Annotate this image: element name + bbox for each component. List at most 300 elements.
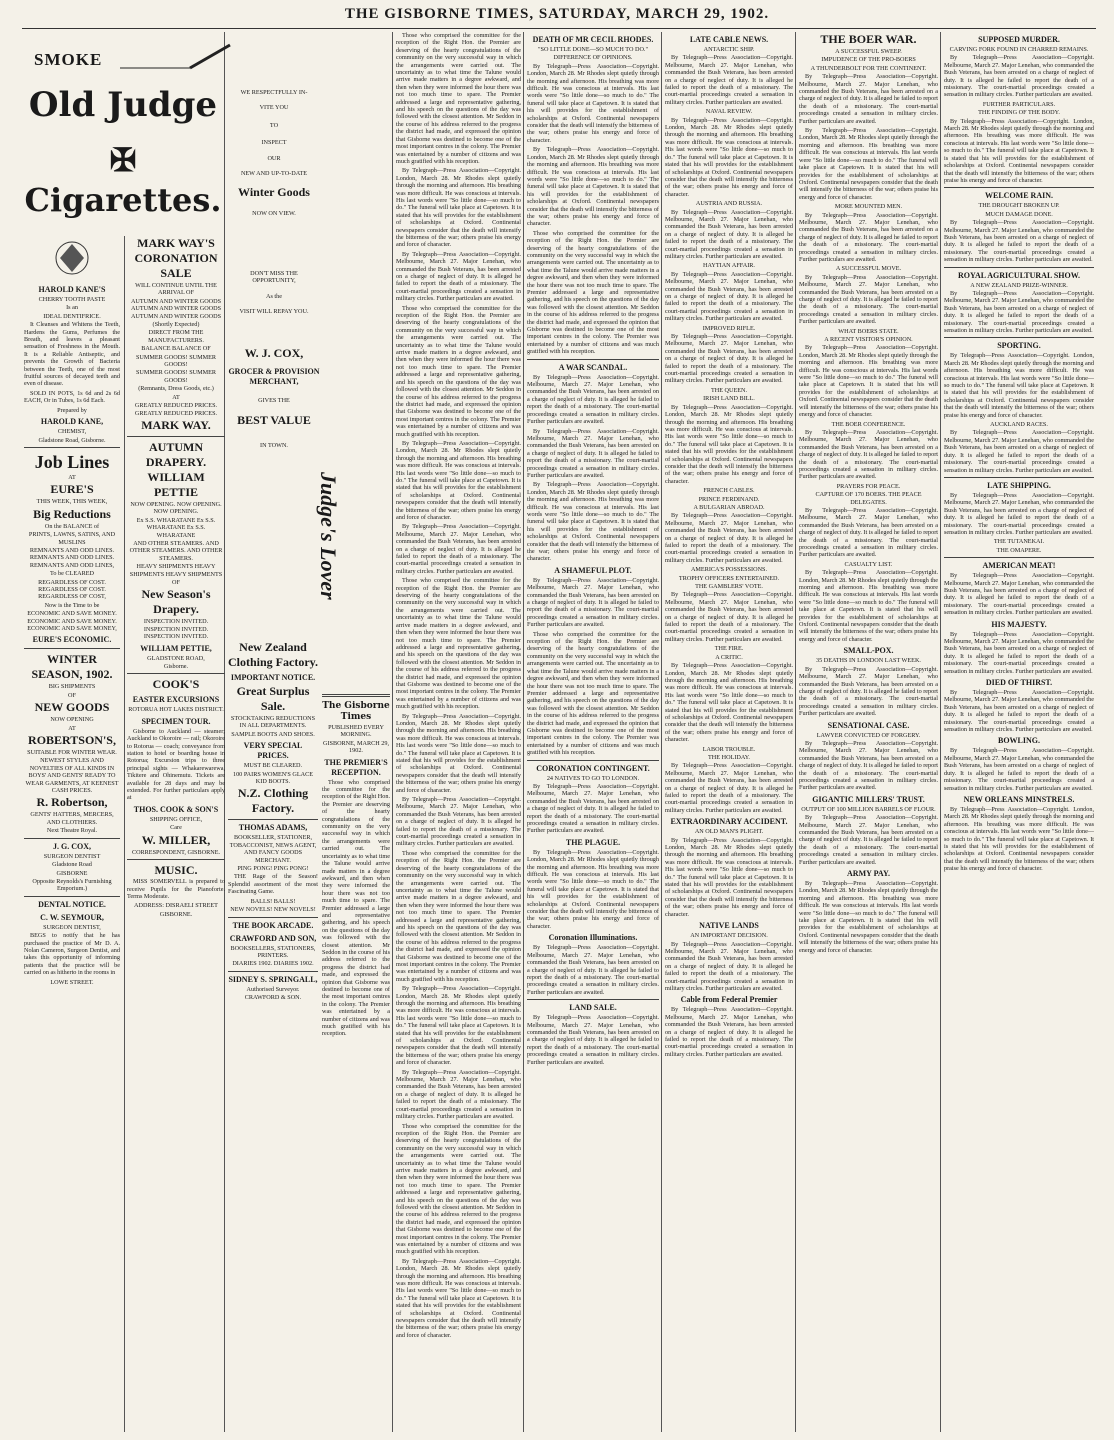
col7-body: By Telegraph—Press Association—Copyright. London, March 28. Mr Rhodes slept quietly through the morning and afternoon. His breathing was more difficult. He was conscious at intervals. His last words were "So little done—so much to do." The funeral will take place at Capetown. It is stated that his will provides for the establishment of scholarships at Oxford. Continental newspapers consider that the death will intensify the bitterness of the war; others praise his energy and force of character. — [944, 805, 1094, 873]
column-2c — [228, 640, 318, 1432]
late-cable-head: LATE CABLE NEWS. — [689, 35, 769, 44]
care-text: Care — [170, 824, 182, 832]
lawyer-head: LAWYER CONVICTED OF FORGERY. — [816, 731, 921, 739]
dont-miss: DON'T MISS THE OPPORTUNITY, — [250, 269, 298, 285]
autumn-winter: AUTUMN AND WINTER GOODS AUTUMN AND WINTER GOODS AUTUMN AND WINTER GOODS — [130, 297, 222, 320]
news-body: By Telegraph—Press Association—Copyright. Melbourne, March 27. Major Lenehan, who commanded the Bush Veterans, has been arrested on a charge of neglect of duty. It is alleged he failed to report the death of a missionary. The court-martial proceedings created a sensation in military circles. Further particulars are awaited. — [396, 250, 521, 303]
mark-way-title: MARK WAY'S — [137, 236, 215, 250]
other-steamers: AND OTHER STEAMERS. AND OTHER STEAMERS. AND OTHER STEAMERS. — [129, 539, 223, 562]
divider — [944, 267, 1094, 268]
in-town: IN TOWN. — [260, 441, 288, 449]
next-theatre: Next Theatre Royal. — [46, 827, 98, 835]
haytian-head: HAYTIAN AFFAIR. — [703, 262, 755, 270]
cecil-body: Those who comprised the committee for the reception of the Right Hon. the Premier are deserving of the hearty congratulations of the community on the very successful way in which the arrangements were carried out. The uncertainty as to what time the Talune would arrive made matters in a degree awkward, and then when they were informed the hour there was not too much time to spare. The Premier addressed a large and representative gathering, and his speech on the questions of the day was followed with the closest attention. Mr Seddon in the course of his address referred to the progress the district had made, and expressed the opinion that Gisborne was destined to become one of the most important centres in the colony. The Premier was entertained by a number of citizens and was much gratified with his reception. — [527, 229, 659, 356]
boer-body: By Telegraph—Press Association—Copyright. Melbourne, March 27. Major Lenehan, who commanded the Bush Veterans, has been arrested on a charge of neglect of duty. It is alleged he failed to report the death of a missionary. The court-martial proceedings created a sensation in military circles. Further particulars are awaited. — [799, 665, 938, 718]
tutanekai-head: THE TUTANEKAI. — [993, 538, 1045, 546]
cable-body: By Telegraph—Press Association—Copyright. Melbourne, March 27. Major Lenehan, who commanded the Bush Veterans, has been arrested on a charge of neglect of duty. It is alleged he failed to report the death of a missionary. The court-martial proceedings created a sensation in military circles. Further particulars are awaited. — [665, 1006, 793, 1058]
wj-cox-title: W. J. COX, — [244, 346, 304, 361]
stocktaking-text: STOCKTAKING REDUCTIONS IN ALL DEPARTMENTS. — [230, 715, 316, 730]
gisborne-text: GISBORNE — [56, 869, 88, 877]
news-body: By Telegraph—Press Association—Copyright. London, March 28. Mr Rhodes slept quietly through the morning and afternoon. His breathing was more difficult. He was conscious at intervals. His last words were "So little done—so much to do." The funeral will take place at Capetown. It is stated that his will provides for the establishment of scholarships at Oxford. Continental newspapers consider that the death will intensify the bitterness of the war; others praise his energy and force of character. — [396, 712, 521, 794]
eures-name: EURE'S — [50, 482, 94, 497]
cable-body: By Telegraph—Press Association—Copyright. Melbourne, March 27. Major Lenehan, who commanded the Bush Veterans, has been arrested on a charge of neglect of duty. It is alleged he failed to report the death of a missionary. The court-martial proceedings created a sensation in military circles. Further particulars are awaited. — [665, 208, 793, 260]
seymour-dentist: SURGEON DENTIST, — [43, 923, 101, 931]
lowe-street: LOWE STREET. — [50, 978, 94, 986]
col7-body: By Telegraph—Press Association—Copyright. Melbourne, March 27. Major Lenehan, who commanded the Bush Veterans, has been arrested on a charge of neglect of duty. It is alleged he failed to report the death of a missionary. The court-martial proceedings created a sensation in military circles. Further particulars are awaited. — [944, 54, 1094, 99]
cecil-body: By Telegraph—Press Association—Copyright. London, March 28. Mr Rhodes slept quietly through the morning and afternoon. His breathing was more difficult. He was conscious at intervals. His last words were "So little done—so much to do." The funeral will take place at Capetown. It is stated that his will provides for the establishment of scholarships at Oxford. Continental newspapers consider that the death will intensify the bitterness of the war; others praise his energy and force of character. — [527, 146, 659, 228]
millers-head: GIGANTIC MILLERS' TRUST. — [812, 794, 925, 804]
naval-review-head: NAVAL REVIEW. — [705, 108, 753, 116]
summer-goods-2: SUMMER GOODS! SUMMER GOODS! — [135, 369, 217, 384]
col7-body: By Telegraph—Press Association—Copyright. Melbourne, March 27. Major Lenehan, who commanded the Bush Veterans, has been arrested on a charge of neglect of duty. It is alleged he failed to report the death of a missionary. The court-martial proceedings created a sensation in military circles. Further particulars are awaited. — [944, 289, 1094, 334]
news-body: Those who comprised the committee for the reception of the Right Hon. the Premier are deserving of the hearty congratulations of the community on the very successful way in which the arrangements were carried out. The uncertainty as to what time the Talune would arrive made matters in a degree awkward, and then when they were informed the hour there was not too much time to spare. The Premier addressed a large and representative gathering, and his speech on the questions of the day was followed with the closest attention. Mr Seddon in the course of his address referred to the progress the district had made, and expressed the opinion that Gisborne was destined to become one of the most important centres in the colony. The Premier was entertained by a number of citizens and was much gratified with his reception. — [396, 849, 521, 983]
masthead-rule — [22, 28, 1096, 29]
smallpox-head: SMALL-POX. — [843, 646, 894, 656]
harold-kane-ideal: IDEAL DENTIFRICE. — [43, 312, 101, 320]
big-reductions-title: Big Reductions — [33, 506, 111, 521]
visit-repay: VISIT WILL REPAY YOU. — [239, 308, 309, 316]
date-line: GISBORNE, MARCH 29, 1902. — [322, 739, 389, 755]
gisborne-times-title: The Gisborne Times — [322, 701, 390, 722]
coronation-sale-title: CORONATION SALE — [134, 251, 218, 280]
cable-body: By Telegraph—Press Association—Copyright. London, March 28. Mr Rhodes slept quietly through the morning and afternoon. His breathing was more difficult. He was conscious at intervals. His last words were "So little done—so much to do." The funeral will take place at Capetown. It is stated that his will provides for the establishment of scholarships at Oxford. Continental newspapers consider that the death will intensify the bitterness of the war; others praise his energy and force of character. — [665, 662, 793, 744]
french-cables-head: FRENCH CABLES. — [703, 487, 755, 495]
war-body: By Telegraph—Press Association—Copyright. Melbourne, March 27. Major Lenehan, who commanded the Bush Veterans, has been arrested on a charge of neglect of duty. It is alleged he failed to report the death of a missionary. The court-martial proceedings created a sensation in military circles. Further particulars are awaited. — [527, 373, 659, 426]
best-value-title: BEST VALUE — [237, 412, 311, 427]
fire-head: THE FIRE. — [714, 645, 744, 653]
column-editorial — [322, 690, 390, 1432]
robertsons-at: AT — [68, 724, 76, 732]
book-arcade-title: THE BOOK ARCADE. — [232, 920, 314, 930]
column-divider — [795, 32, 796, 1432]
column-7 — [944, 32, 1094, 1432]
cigarettes-title — [24, 140, 222, 220]
robertsons-title: ROBERTSON'S, — [28, 733, 116, 748]
native-sub: AN IMPORTANT DECISION. — [690, 932, 768, 940]
murder-head: SUPPOSED MURDER. — [978, 35, 1060, 44]
nz-clothing-footer: N.Z. Clothing Factory. — [237, 786, 309, 816]
col7-body: By Telegraph—Press Association—Copyright. Melbourne, March 27. Major Lenehan, who commanded the Bush Veterans, has been arrested on a charge of neglect of duty. It is alleged he failed to report the death of a missionary. The court-martial proceedings created a sensation in military circles. Further particulars are awaited. — [944, 491, 1094, 536]
visitor-head: A RECENT VISITOR'S OPINION. — [824, 336, 913, 344]
inspect-line-2: VITE YOU — [259, 104, 289, 112]
coronation-contingent-head: CORONATION CONTINGENT. — [536, 763, 650, 773]
as-the: As the — [266, 292, 282, 300]
inspect-line-3: TO — [269, 121, 279, 129]
winter-season-title: WINTER SEASON, 1902. — [31, 652, 113, 682]
direct-from: DIRECT FROM THE MANUFACTURERS. — [148, 329, 204, 344]
mark-way-footer: MARK WAY. — [141, 417, 211, 432]
sidney-subtitle: Authorised Surveyor. — [246, 985, 300, 993]
inspect-line-1: WE RESPECTFULLY IN- — [240, 89, 308, 96]
plot-body: Those who comprised the committee for the reception of the Right Hon. the Premier are deserving of the hearty congratulations of the community on the very successful way in which the arrangements were carried out. The uncertainty as to what time the Talune would arrive made matters in a degree awkward, and then when they were informed the hour there was not too much time to spare. The Premier addressed a large and representative gathering, and his speech on the questions of the day was followed with the closest attention. Mr Seddon in the course of his address referred to the progress the district had made, and expressed the opinion that Gisborne was destined to become one of the most important centres in the colony. The Premier was entertained by a number of citizens and was much gratified with his reception. — [527, 630, 659, 757]
boer-body: By Telegraph—Press Association—Copyright. London, March 28. Mr Rhodes slept quietly through the morning and afternoon. His breathing was more difficult. He was conscious at intervals. His last words were "So little done—so much to do." The funeral will take place at Capetown. It is stated that his will provides for the establishment of scholarships at Oxford. Continental newspapers consider that the death will intensify the bitterness of the war; others praise his energy and force of character. — [799, 880, 938, 954]
rotorua-text: ROTORUA HOT LAKES DISTRICT. — [128, 706, 224, 714]
races-head: AUCKLAND RACES. — [990, 421, 1048, 429]
cable-body: By Telegraph—Press Association—Copyright. Melbourne, March 27. Major Lenehan, who commanded the Bush Veterans, has been arrested on a charge of neglect of duty. It is alleged he failed to report the death of a missionary. The court-martial proceedings created a sensation in military circles. Further particulars are awaited. — [665, 940, 793, 992]
irish-land-head: IRISH LAND BILL. — [703, 395, 755, 403]
newest-text: NEWEST STYLES AND NOVELTIES OF ALL KINDS IN BOYS' AND GENTS' READY TO WEAR GARMENTS, AT KEENEST CASH PRICES. — [25, 757, 119, 795]
divider — [322, 694, 390, 697]
gladstone-road: Gladstone Road — [52, 861, 92, 869]
crawford-subtitle: BOOKSELLERS, STATIONERS, PRINTERS. — [230, 944, 316, 959]
column-4 — [527, 32, 659, 1432]
rain-head: WELCOME RAIN. — [984, 191, 1053, 201]
big-shipments: BIG SHIPMENTS — [48, 683, 96, 691]
must-be-cleared: MUST BE CLEARED. — [243, 762, 303, 770]
remnants-note: (Remnants, Dress Goods, etc.) — [138, 385, 214, 393]
news-body: Those who comprised the committee for the reception of the Right Hon. the Premier are deserving of the hearty congratulations of the community on the very successful way in which the arrangements were carried out. The uncertainty as to what time the Talune would arrive made matters in a degree awkward, and then when they were informed the hour there was not too much time to spare. The Premier addressed a large and representative gathering, and his speech on the questions of the day was followed with the closest attention. Mr Seddon in the course of his address referred to the progress the district had made, and expressed the opinion that Gisborne was destined to become one of the most important centres in the colony. The Premier was entertained by a number of citizens and was much gratified with his reception. — [396, 577, 521, 711]
nz-clothing-title: New Zealand Clothing Factory. — [228, 640, 318, 669]
vertical-ad — [316, 32, 390, 672]
col7-body: By Telegraph—Press Association—Copyright. Melbourne, March 27. Major Lenehan, who commanded the Bush Veterans, has been arrested on a charge of neglect of duty. It is alleged he failed to report the death of a missionary. The court-martial proceedings created a sensation in military circles. Further particulars are awaited. — [944, 630, 1094, 675]
divider — [127, 859, 225, 860]
boer-body: By Telegraph—Press Association—Copyright. Melbourne, March 27. Major Lenehan, who commanded the Bush Veterans, has been arrested on a charge of neglect of duty. It is alleged he failed to report the death of a missionary. The court-martial proceedings created a sensation in military circles. Further particulars are awaited. — [799, 211, 938, 263]
dental-notice-title: DENTAL NOTICE. — [38, 899, 106, 909]
specimen-tour: SPECIMEN TOUR. — [141, 716, 211, 726]
boer-body: By Telegraph—Press Association—Copyright. Melbourne, March 27. Major Lenehan, who commanded the Bush Veterans, has been arrested on a charge of neglect of duty. It is alleged he failed to report the death of a missionary. The court-martial proceedings created a sensation in military circles. Further particulars are awaited. — [799, 273, 938, 326]
inspection-invited: INSPECTION INVITED. INSPECTION INVITED. INSPECTION INVITED. — [143, 618, 209, 641]
will-continue: WILL CONTINUE UNTIL THE ARRIVAL OF — [135, 282, 217, 297]
divider — [527, 359, 659, 360]
divider — [24, 896, 120, 897]
easter-excursions: EASTER EXCURSIONS — [132, 695, 220, 705]
balance-text: BALANCE BALANCE OF — [141, 345, 211, 353]
land-body: By Telegraph—Press Association—Copyright. Melbourne, March 27. Major Lenehan, who commanded the Bush Veterans, has been arrested on a charge of neglect of duty. It is alleged he failed to report the death of a missionary. The court-martial proceedings created a sensation in military circles. Further particulars are awaited. — [527, 1014, 659, 1066]
harold-kane-address: Gladstone Road, Gisborne. — [38, 436, 106, 444]
new-goods-title: NEW GOODS — [34, 700, 110, 715]
smoke-text: SMOKE — [34, 50, 103, 69]
contingent-body: By Telegraph—Press Association—Copyright. Melbourne, March 27. Major Lenehan, who commanded the Bush Veterans, has been arrested on a charge of neglect of duty. It is alleged he failed to report the death of a missionary. The court-martial proceedings created a sensation in military circles. Further particulars are awaited. — [527, 782, 659, 835]
cable-body: By Telegraph—Press Association—Copyright. Melbourne, March 27. Major Lenehan, who commanded the Bush Veterans, has been arrested on a charge of neglect of duty. It is alleged he failed to report the death of a missionary. The court-martial proceedings created a sensation in military circles. Further particulars are awaited. — [665, 270, 793, 323]
native-lands-head: NATIVE LANDS — [699, 921, 759, 931]
illuminations-head: Coronation Illuminations. — [548, 933, 638, 943]
minstrels-head: NEW ORLEANS MINSTRELS. — [963, 794, 1075, 804]
harold-kane-title: HAROLD KANE'S — [38, 285, 106, 294]
bulgarian-head: A BULGARIAN ABROAD. — [693, 503, 765, 511]
cable-body: By Telegraph—Press Association—Copyright. Melbourne, March 27. Major Lenehan, who commanded the Bush Veterans, has been arrested on a charge of neglect of duty. It is alleged he failed to report the death of a missionary. The court-martial proceedings created a sensation in military circles. Further particulars are awaited. — [665, 762, 793, 814]
col7-body: By Telegraph—Press Association—Copyright. Melbourne, March 27. Major Lenehan, who commanded the Bush Veterans, has been arrested on a charge of neglect of duty. It is alleged he failed to report the death of a missionary. The court-martial proceedings created a sensation in military circles. Further particulars are awaited. — [944, 747, 1094, 792]
smoke-banner — [24, 32, 222, 76]
divider — [127, 673, 225, 674]
masthead: THE GISBORNE TIMES, SATURDAY, MARCH 29, 1902. — [344, 6, 770, 22]
r-robertson-title: R. Robertson, — [36, 795, 108, 810]
news-body: Those who comprised the committee for the reception of the Right Hon. the Premier are deserving of the hearty congratulations of the community on the very successful way in which the arrangements were carried out. The uncertainty as to what time the Talune would arrive made matters in a degree awkward, and then when they were informed the hour there was not too much time to spare. The Premier addressed a large and representative gathering, and his speech on the questions of the day was followed with the closest attention. Mr Seddon in the course of his address referred to the progress the district had made, and expressed the opinion that Gisborne was destined to become one of the most important centres in the colony. The Premier was entertained by a number of citizens and was much gratified with his reception. — [396, 1122, 521, 1256]
deaths-head: 35 DEATHS IN LONDON LAST WEEK. — [816, 657, 921, 665]
eures-economic: EURE'S ECONOMIC. — [32, 635, 112, 645]
move-head: A SUCCESSFUL MOVE. — [835, 265, 902, 273]
cable-body: By Telegraph—Press Association—Copyright. Melbourne, March 27. Major Lenehan, who commanded the Bush Veterans, has been arrested on a charge of neglect of duty. It is alleged he failed to report the death of a missionary. The court-martial proceedings created a sensation in military circles. Further particulars are awaited. — [665, 512, 793, 564]
now-opening-2: NOW OPENING. NOW OPENING. NOW OPENING. — [130, 500, 222, 516]
prayers-head: PRAYERS FOR PEACE. — [836, 482, 901, 490]
shameful-plot-head: A SHAMEFUL PLOT. — [554, 565, 632, 575]
suitable-text: SUITABLE FOR WINTER WEAR. — [27, 749, 117, 757]
music-body: MISS SOMERVELL is prepared to receive Pupils for the Pianoforte. Terms Moderate. — [127, 878, 225, 900]
fleuron-icon: ✠ — [109, 141, 137, 179]
now-on-view: NOW ON VIEW. — [252, 210, 296, 218]
boer-body: By Telegraph—Press Association—Copyright. Melbourne, March 27. Major Lenehan, who commanded the Bush Veterans, has been arrested on a charge of neglect of duty. It is alleged he failed to report the death of a missionary. The court-martial proceedings created a sensation in military circles. Further particulars are awaited. — [799, 814, 938, 866]
ping-pong: PING PONG! PING PONG! — [237, 865, 309, 873]
col7-body: By Telegraph—Press Association—Copyright. Melbourne, March 27. Major Lenehan, who commanded the Bush Veterans, has been arrested on a charge of neglect of duty. It is alleged he failed to report the death of a missionary. The court-martial proceedings created a sensation in military circles. Further particulars are awaited. — [944, 219, 1094, 264]
gamblers-head: THE GAMBLERS' VOTE. — [695, 583, 763, 591]
casualty-head: CASUALTY LIST. — [844, 560, 893, 568]
divider — [228, 917, 318, 918]
cable-body: By Telegraph—Press Association—Copyright. Melbourne, March 27. Major Lenehan, who commanded the Bush Veterans, has been arrested on a charge of neglect of duty. It is alleged he failed to report the death of a missionary. The court-martial proceedings created a sensation in military circles. Further particulars are awaited. — [665, 591, 793, 643]
plague-head: THE PLAGUE. — [565, 837, 621, 847]
samples-text: SAMPLE BOOTS AND SHOES. — [231, 730, 315, 738]
gladstone-house: GLADSTONE ROAD, — [147, 654, 205, 662]
impudence-head: IMPUDENCE OF THE PRO-BOERS — [821, 56, 916, 64]
illum-body: By Telegraph—Press Association—Copyright. Melbourne, March 27. Major Lenehan, who commanded the Bush Veterans, has been arrested on a charge of neglect of duty. It is alleged he failed to report the death of a missionary. The court-martial proceedings created a sensation in military circles. Further particulars are awaited. — [527, 944, 659, 996]
now-opening: NOW OPENING — [50, 716, 94, 724]
news-body: By Telegraph—Press Association—Copyright. Melbourne, March 27. Major Lenehan, who commanded the Bush Veterans, has been arrested on a charge of neglect of duty. It is alleged he failed to report the death of a missionary. The court-martial proceedings created a sensation in military circles. Further particulars are awaited. — [396, 796, 521, 848]
critic-head: A CRITIC. — [715, 653, 743, 661]
news-body: By Telegraph—Press Association—Copyright. Melbourne, March 27. Major Lenehan, who commanded the Bush Veterans, has been arrested on a charge of neglect of duty. It is alleged he failed to report the death of a missionary. The court-martial proceedings created a sensation in military circles. Further particulars are awaited. — [396, 1068, 521, 1121]
surgeon-dentist: SURGEON DENTIST — [43, 852, 101, 860]
new-novels: NEW NOVELS! NEW NOVELS! — [230, 906, 316, 914]
premier-body: Those who comprised the committee for the reception of the Right Hon. the Premier are deserving of the hearty congratulations of the community on the very successful way in which the arrangements were carried out. The uncertainty as to what time the Talune would arrive made matters in a degree awkward, and then when they were informed the hour there was not too much time to spare. The Premier addressed a large and representative gathering, and his speech on the questions of the day was followed with the closest attention. Mr Seddon in the course of his address referred to the progress the district had made, and expressed the opinion that Gisborne was destined to become one of the most important centres in the colony. The Premier was entertained by a number of citizens and was much gratified with his reception. — [322, 778, 390, 1038]
queen-head: THE QUEEN. — [710, 386, 748, 394]
inspect-line-5: OUR — [267, 154, 281, 162]
new-seasons-title: New Season's Drapery. — [141, 587, 211, 617]
divider — [127, 436, 225, 437]
shipping-office: SHIPPING OFFICE, — [149, 815, 203, 823]
music-gisborne: GISBORNE. — [159, 910, 193, 918]
holiday-head: THE HOLIDAY. — [708, 753, 750, 761]
cecil-sub: "SO LITTLE DONE—SO MUCH TO DO." — [537, 46, 648, 53]
hundred-pairs: 100 PAIRS WOMEN'S GLACE KID BOOTS. — [232, 770, 314, 786]
agri-show-head: ROYAL AGRICULTURAL SHOW. — [957, 270, 1081, 280]
divider — [527, 760, 659, 761]
col7-body: By Telegraph—Press Association—Copyright. London, March 28. Mr Rhodes slept quietly through the morning and afternoon. His breathing was more difficult. He was conscious at intervals. His last words were "So little done—so much to do." The funeral will take place at Capetown. It is stated that his will provides for the establishment of scholarships at Oxford. Continental newspapers consider that the death will intensify the bitterness of the war; others praise his energy and force of character. — [944, 117, 1094, 184]
harold-kane-name: HAROLD KANE, — [40, 417, 104, 427]
inspect-line-6: NEW AND UP-TO-DATE — [240, 170, 308, 178]
col7-body: By Telegraph—Press Association—Copyright. Melbourne, March 27. Major Lenehan, who commanded the Bush Veterans, has been arrested on a charge of neglect of duty. It is alleged he failed to report the death of a missionary. The court-martial proceedings created a sensation in military circles. Further particulars are awaited. — [944, 429, 1094, 474]
trophy-head: TROPHY OFFICERS ENTERTAINED. — [678, 574, 780, 582]
column-5 — [665, 32, 793, 1432]
mounted-head: MORE MOUNTED MEN. — [834, 203, 903, 211]
heavy-shipments: HEAVY SHIPMENTS HEAVY SHIPMENTS HEAVY SHIPMENTS — [129, 563, 223, 578]
col7-body: By Telegraph—Press Association—Copyright. Melbourne, March 27. Major Lenehan, who commanded the Bush Veterans, has been arrested on a charge of neglect of duty. It is alleged he failed to report the death of a missionary. The court-martial proceedings created a sensation in military circles. Further particulars are awaited. — [944, 689, 1094, 734]
antarctic-head: ANTARCTIC SHIP. — [703, 46, 755, 53]
extraordinary-head: EXTRAORDINARY ACCIDENT. — [670, 817, 788, 827]
column-1b — [124, 236, 225, 1432]
thomas-adams-title: THOMAS ADAMS, — [238, 823, 308, 833]
america-head: AMERICA'S POSSESSIONS. — [690, 566, 768, 574]
news-body: Those who comprised the committee for the reception of the Right Hon. the Premier are deserving of the hearty congratulations of the community on the very successful way in which the arrangements were carried out. The uncertainty as to what time the Talune would arrive made matters in a degree awkward, and then when they were informed the hour there was not too much time to spare. The Premier addressed a large and representative gathering, and his speech on the questions of the day was followed with the closest attention. Mr Seddon in the course of his address referred to the progress the district had made, and expressed the opinion that Gisborne was destined to become one of the most important centres in the colony. The Premier was entertained by a number of citizens and was much gratified with his reception. — [396, 32, 521, 165]
column-divider — [661, 32, 662, 1432]
thirst-head: DIED OF THIRST. — [985, 678, 1053, 688]
army-pay-head: ARMY PAY. — [847, 869, 890, 879]
cable-body: By Telegraph—Press Association—Copyright. London, March 28. Mr Rhodes slept quietly through the morning and afternoon. His breathing was more difficult. He was conscious at intervals. His last words were "So little done—so much to do." The funeral will take place at Capetown. It is stated that his will provides for the establishment of scholarships at Oxford. Continental newspapers consider that the death will intensify the bitterness of the war; others praise his energy and force of character. — [665, 116, 793, 198]
ping-body: THE Rage of the Season! Splendid assortment of the most Fascinating Game. — [228, 873, 318, 896]
cigarettes-text: Cigarettes. — [24, 181, 222, 219]
divider — [228, 971, 318, 972]
thos-cook: THOS. COOK & SON'S — [133, 804, 219, 814]
to-be-cleared: To be CLEARED — [50, 570, 94, 578]
premier-head: THE PREMIER'S RECEPTION. — [324, 757, 388, 777]
contingent-sub: 24 NATIVES TO GO TO LONDON. — [546, 774, 640, 782]
bowling-head: BOWLING. — [997, 736, 1040, 746]
plot-body: By Telegraph—Press Association—Copyright. Melbourne, March 27. Major Lenehan, who commanded the Bush Veterans, has been arrested on a charge of neglect of duty. It is alleged he failed to report the death of a missionary. The court-martial proceedings created a sensation in military circles. Further particulars are awaited. — [527, 576, 659, 629]
news-body: By Telegraph—Press Association—Copyright. Melbourne, March 27. Major Lenehan, who commanded the Bush Veterans, has been arrested on a charge of neglect of duty. It is alleged he failed to report the death of a missionary. The court-martial proceedings created a sensation in military circles. Further particulars are awaited. — [396, 523, 521, 575]
diaries-text: DIARIES 1902. DIARIES 1902. — [232, 960, 314, 968]
music-address: ADDRESS: DISRAELI STREET — [134, 902, 218, 910]
seymour-name: C. W. SEYMOUR, — [40, 912, 104, 922]
column-1a — [24, 236, 120, 1432]
adams-subtitle: BOOKSELLER, STATIONER, TOBACCONIST, NEWS AGENT, AND FANCY GOODS MERCHANT. — [229, 834, 317, 864]
job-lines-title: Job Lines — [34, 451, 110, 472]
news-body: By Telegraph—Press Association—Copyright. London, March 28. Mr Rhodes slept quietly through the morning and afternoon. His breathing was more difficult. He was conscious at intervals. His last words were "So little done—so much to do." The funeral will take place at Capetown. It is stated that his will provides for the establishment of scholarships at Oxford. Continental newspapers consider that the death will intensify the bitterness of the war; others praise his energy and force of character. — [396, 167, 521, 249]
boer-body: By Telegraph—Press Association—Copyright. London, March 28. Mr Rhodes slept quietly through the morning and afternoon. His breathing was more difficult. He was conscious at intervals. His last words were "So little done—so much to do." The funeral will take place at Capetown. It is stated that his will provides for the establishment of scholarships at Oxford. Continental newspapers consider that the death will intensify the bitterness of the war; others praise his energy and force of character. — [799, 569, 938, 643]
winter-goods-title: Winter Goods — [238, 185, 310, 200]
rifle-head: IMPROVED RIFLE. — [702, 324, 756, 332]
divider — [527, 999, 659, 1000]
divider — [944, 477, 1094, 478]
correspondent: CORRESPONDENT, GISBORNE. — [131, 848, 221, 856]
very-special: VERY SPECIAL PRICES. — [243, 741, 303, 761]
column-divider — [523, 32, 524, 1432]
boer-war-head: THE BOER WAR. — [820, 32, 917, 46]
boer-body: By Telegraph—Press Association—Copyright. Melbourne, March 27. Major Lenehan, who commanded the Bush Veterans, has been arrested on a charge of neglect of duty. It is alleged he failed to report the death of a missionary. The court-martial proceedings created a sensation in military circles. Further particulars are awaited. — [799, 428, 938, 481]
omapere-head: THE OMAPERE. — [996, 546, 1042, 554]
austria-head: AUSTRIA AND RUSSIA. — [695, 200, 763, 208]
col7-body: By Telegraph—Press Association—Copyright. Melbourne, March 27. Major Lenehan, who commanded the Bush Veterans, has been arrested on a charge of neglect of duty. It is alleged he failed to report the death of a missionary. The court-martial proceedings created a sensation in military circles. Further particulars are awaited. — [944, 572, 1094, 617]
balance-of: On the BALANCE of — [44, 522, 100, 530]
inspect-line-4: INSPECT — [261, 139, 287, 147]
published-line: PUBLISHED EVERY MORNING. — [328, 724, 384, 739]
prints-text: PRINTS, LAWNS, SATINS, AND MUSLINS — [28, 531, 116, 546]
war-scandal-head: A WAR SCANDAL. — [558, 362, 628, 372]
eures-at: AT — [68, 473, 76, 481]
gisborne-text-2: Gisborne. — [163, 663, 189, 670]
cook-body: Gisborne to Auckland — steamer; Auckland to Okoroire — rail; Okoroire to Rotorua — coach; conveyance from station to hotel or boarding house in Rotorua; Excursion trips to three principal sights — Whakarewarewa, Tikitere and Ohinemutu. Tickets are available for 28 days and may be extended. For further particulars apply at — [127, 727, 225, 802]
labor-head: LABOR TROUBLE. — [702, 745, 756, 753]
crest-icon — [24, 236, 120, 282]
gents-hatters: GENTS' HATTERS, MERCERS, AND CLOTHIERS. — [30, 811, 114, 826]
harold-kane-price: SOLD IN POTS, 1s 6d and 2s 6d EACH, Or in Tubes, 1s 6d Each. — [24, 389, 120, 405]
grocer-text: GROCER & PROVISION MERCHANT, — [228, 367, 320, 387]
william-pettie-title: WILLIAM PETTIE — [147, 469, 205, 499]
seymour-body: BEGS to notify that he has purchased the practice of Mr D. A. Nolan Cameron, Surgeon Dentist, and takes this opportunity of informing patients that the practice will be carried on as hitherto in the rooms in — [24, 932, 120, 977]
cable-body: By Telegraph—Press Association—Copyright. London, March 28. Mr Rhodes slept quietly through the morning and afternoon. His breathing was more difficult. He was conscious at intervals. His last words were "So little done—so much to do." The funeral will take place at Capetown. It is stated that his will provides for the establishment of scholarships at Oxford. Continental newspapers consider that the death will intensify the bitterness of the war; others praise his energy and force of character. — [665, 836, 793, 918]
harold-kane-chemist: CHEMIST, — [57, 428, 87, 436]
war-body: By Telegraph—Press Association—Copyright. London, March 28. Mr Rhodes slept quietly through the morning and afternoon. His breathing was more difficult. He was conscious at intervals. His last words were "So little done—so much to do." The funeral will take place at Capetown. It is stated that his will provides for the establishment of scholarships at Oxford. Continental newspapers consider that the death will intensify the bitterness of the war; others praise his energy and force of character. — [527, 481, 659, 563]
harold-kane-prepared: Prepared by — [57, 406, 87, 414]
great-surplus-title: Great Surplus Sale. — [236, 684, 310, 713]
sidney-title: SIDNEY S. SPRINGALL, — [228, 974, 318, 984]
cecil-head: DEATH OF MR CECIL RHODES. — [532, 35, 654, 44]
music-title: MUSIC. — [154, 863, 198, 878]
of-text-2: OF — [172, 578, 180, 586]
damage-head: MUCH DAMAGE DONE. — [985, 210, 1053, 218]
cooks-title: COOK'S — [152, 677, 200, 692]
column-divider — [392, 32, 393, 1432]
plague-body: By Telegraph—Press Association—Copyright. London, March 28. Mr Rhodes slept quietly through the morning and afternoon. His breathing was more difficult. He was conscious at intervals. His last words were "So little done—so much to do." The funeral will take place at Capetown. It is stated that his will provides for the establishment of scholarships at Oxford. Continental newspapers consider that the death will intensify the bitterness of the war; others praise his energy and force of character. — [527, 848, 659, 930]
majesty-head: HIS MAJESTY. — [991, 619, 1047, 629]
sporting-head: SPORTING. — [997, 341, 1041, 351]
meat-head: AMERICAN MEAT! — [982, 561, 1056, 571]
column-6 — [799, 32, 938, 1432]
ex-ss: Ex S.S. WHARATANE Ex S.S. WHARATANE Ex S.S. WHARATANE — [136, 516, 216, 539]
w-miller-title: W. MILLER, — [141, 832, 211, 847]
boer-body: By Telegraph—Press Association—Copyright. Melbourne, March 27. Major Lenehan, who commanded the Bush Veterans, has been arrested on a charge of neglect of duty. It is alleged he failed to report the death of a missionary. The court-martial proceedings created a sensation in military circles. Further particulars are awaited. — [799, 739, 938, 792]
ferdinand-head: PRINCE FERDINAND. — [698, 495, 760, 503]
harold-kane-subtitle: CHERRY TOOTH PASTE — [38, 296, 106, 303]
vertical-script-text: Judge's Lover — [316, 472, 341, 600]
premier-cable-head: Cable from Federal Premier — [680, 995, 778, 1005]
thunderbolt-head: A THUNDERBOLT FOR THE CONTINENT. — [810, 64, 927, 72]
sweep-head: A SUCCESSFUL SWEEP. — [835, 48, 902, 55]
of-text: OF — [68, 691, 76, 699]
column-3 — [396, 32, 521, 1432]
crawford-son: CRAWFORD & SON. — [244, 994, 302, 1002]
news-body: By Telegraph—Press Association—Copyright. London, March 28. Mr Rhodes slept quietly through the morning and afternoon. His breathing was more difficult. He was conscious at intervals. His last words were "So little done—so much to do." The funeral will take place at Capetown. It is stated that his will provides for the establishment of scholarships at Oxford. Continental newspapers consider that the death will intensify the bitterness of the war; others praise his energy and force of character. — [396, 1257, 521, 1339]
news-body: By Telegraph—Press Association—Copyright. London, March 28. Mr Rhodes slept quietly through the morning and afternoon. His breathing was more difficult. He was conscious at intervals. His last words were "So little done—so much to do." The funeral will take place at Capetown. It is stated that his will provides for the establishment of scholarships at Oxford. Continental newspapers consider that the death will intensify the bitterness of the war; others praise his energy and force of character. — [396, 439, 521, 521]
summer-goods: SUMMER GOODS! SUMMER GOODS! — [135, 353, 217, 369]
shipping-head: LATE SHIPPING. — [987, 480, 1051, 490]
further-head: FURTHER PARTICULARS. — [982, 100, 1056, 108]
greatly-reduced: GREATLY REDUCED PRICES. GREATLY REDUCED PRICES. — [134, 402, 218, 417]
boer-body: By Telegraph—Press Association—Copyright. Melbourne, March 27. Major Lenehan, who commanded the Bush Veterans, has been arrested on a charge of neglect of duty. It is alleged he failed to report the death of a missionary. The court-martial proceedings created a sensation in military circles. Further particulars are awaited. — [799, 506, 938, 559]
divider — [228, 819, 318, 820]
opposite-text: Opposite Reynolds's Furnishing Emporium.) — [32, 877, 112, 893]
gives-the: GIVES THE — [258, 397, 290, 405]
drought-head: THE DROUGHT BROKEN UP. — [978, 202, 1060, 210]
crawford-title: CRAWFORD AND SON, — [229, 933, 317, 943]
important-notice: IMPORTANT NOTICE. — [230, 673, 316, 682]
boers-state-head: WHAT BOERS STATE. — [838, 327, 899, 335]
delegates-head: CAPTURE OF 170 BOERS. THE PEACE DELEGATES. — [815, 491, 922, 506]
balls-text: BALLS! BALLS! — [250, 897, 296, 905]
william-pettie-footer: WILLIAM PETTIE, — [140, 643, 212, 653]
divider — [944, 187, 1094, 188]
economic-text: ECONOMIC AND SAVE MONEY. ECONOMIC AND SAVE MONEY. ECONOMIC AND SAVE MONEY, — [27, 610, 117, 632]
finding-head: THE FINDING OF THE BODY. — [978, 109, 1060, 117]
divider — [944, 557, 1094, 558]
cable-body: By Telegraph—Press Association—Copyright. Melbourne, March 27. Major Lenehan, who commanded the Bush Veterans, has been arrested on a charge of neglect of duty. It is alleged he failed to report the death of a missionary. The court-martial proceedings created a sensation in military circles. Further particulars are awaited. — [665, 333, 793, 385]
carving-head: CARVING FORK FOUND IN CHARRED REMAINS. — [949, 46, 1089, 53]
old-judge-title: Old Judge — [28, 85, 218, 125]
divider — [24, 838, 120, 839]
col7-body: By Telegraph—Press Association—Copyright. London, March 28. Mr Rhodes slept quietly through the morning and afternoon. His breathing was more difficult. He was conscious at intervals. His last words were "So little done—so much to do." The funeral will take place at Capetown. It is stated that his will provides for the establishment of scholarships at Oxford. Continental newspapers consider that the death will intensify the bitterness of the war; others praise his energy and force of character. — [944, 352, 1094, 419]
cable-body: By Telegraph—Press Association—Copyright. Melbourne, March 27. Major Lenehan, who commanded the Bush Veterans, has been arrested on a charge of neglect of duty. It is alleged he failed to report the death of a missionary. The court-martial proceedings created a sensation in military circles. Further particulars are awaited. — [665, 54, 793, 106]
output-head: OUTPUT OF 100 MILLION BARRELS OF FLOUR. — [801, 805, 936, 813]
autumn-drapery-title: AUTUMN DRAPERY. — [145, 439, 207, 469]
boer-body: By Telegraph—Press Association—Copyright. Melbourne, March 27. Major Lenehan, who commanded the Bush Veterans, has been arrested on a charge of neglect of duty. It is alleged he failed to report the death of a missionary. The court-martial proceedings created a sensation in military circles. Further particulars are awaited. — [799, 73, 938, 125]
conference-head: THE BOER CONFERENCE. — [831, 420, 906, 428]
column-divider — [940, 32, 941, 1432]
old-man-head: AN OLD MAN'S PLIGHT. — [694, 828, 764, 836]
this-week: THIS WEEK, THIS WEEK, — [36, 498, 108, 506]
prize-head: A NEW ZEALAND PRIZE-WINNER. — [970, 281, 1068, 289]
land-sale-head: LAND SALE. — [569, 1003, 617, 1013]
cable-body: By Telegraph—Press Association—Copyright. London, March 28. Mr Rhodes slept quietly through the morning and afternoon. His breathing was more difficult. He was conscious at intervals. His last words were "So little done—so much to do." The funeral will take place at Capetown. It is stated that his will provides for the establishment of scholarships at Oxford. Continental newspapers consider that the death will intensify the bitterness of the war; others praise his energy and force of character. — [665, 403, 793, 485]
regardless-text: REGARDLESS OF COST. REGARDLESS OF COST. REGARDLESS OF COST, — [38, 578, 106, 601]
divider — [24, 648, 120, 649]
at-text: AT — [172, 393, 180, 401]
boer-body: By Telegraph—Press Association—Copyright. London, March 28. Mr Rhodes slept quietly through the morning and afternoon. His breathing was more difficult. He was conscious at intervals. His last words were "So little done—so much to do." The funeral will take place at Capetown. It is stated that his will provides for the establishment of scholarships at Oxford. Continental newspapers consider that the death will intensify the bitterness of the war; others praise his energy and force of character. — [799, 127, 938, 201]
war-body: By Telegraph—Press Association—Copyright. Melbourne, March 27. Major Lenehan, who commanded the Bush Veterans, has been arrested on a charge of neglect of duty. It is alleged he failed to report the death of a missionary. The court-martial proceedings created a sensation in military circles. Further particulars are awaited. — [527, 427, 659, 479]
divider — [24, 447, 120, 448]
jg-cox-title: J. G. COX, — [53, 841, 91, 851]
news-body: Those who comprised the committee for the reception of the Right Hon. the Premier are deserving of the hearty congratulations of the community on the very successful way in which the arrangements were carried out. The uncertainty as to what time the Talune would arrive made matters in a degree awkward, and then when they were informed the hour there was not too much time to spare. The Premier addressed a large and representative gathering, and his speech on the questions of the day was followed with the closest attention. Mr Seddon in the course of his address referred to the progress the district had made, and expressed the opinion that Gisborne was destined to become one of the most important centres in the colony. The Premier was entertained by a number of citizens and was much gratified with his reception. — [396, 304, 521, 438]
cecil-body: By Telegraph—Press Association—Copyright. London, March 28. Mr Rhodes slept quietly through the morning and afternoon. His breathing was more difficult. He was conscious at intervals. His last words were "So little done—so much to do." The funeral will take place at Capetown. It is stated that his will provides for the establishment of scholarships at Oxford. Continental newspapers consider that the death will intensify the bitterness of the war; others praise his energy and force of character. — [527, 62, 659, 144]
divider — [944, 337, 1094, 338]
harold-kane-is-an: Is an — [66, 304, 78, 312]
remnants-text: REMNANTS AND ODD LINES. REMNANTS AND ODD LINES. REMNANTS AND ODD LINES, — [29, 546, 115, 569]
sensational-head: SENSATIONAL CASE. — [827, 720, 910, 730]
now-is-time: Now is the Time to be — [44, 601, 100, 609]
